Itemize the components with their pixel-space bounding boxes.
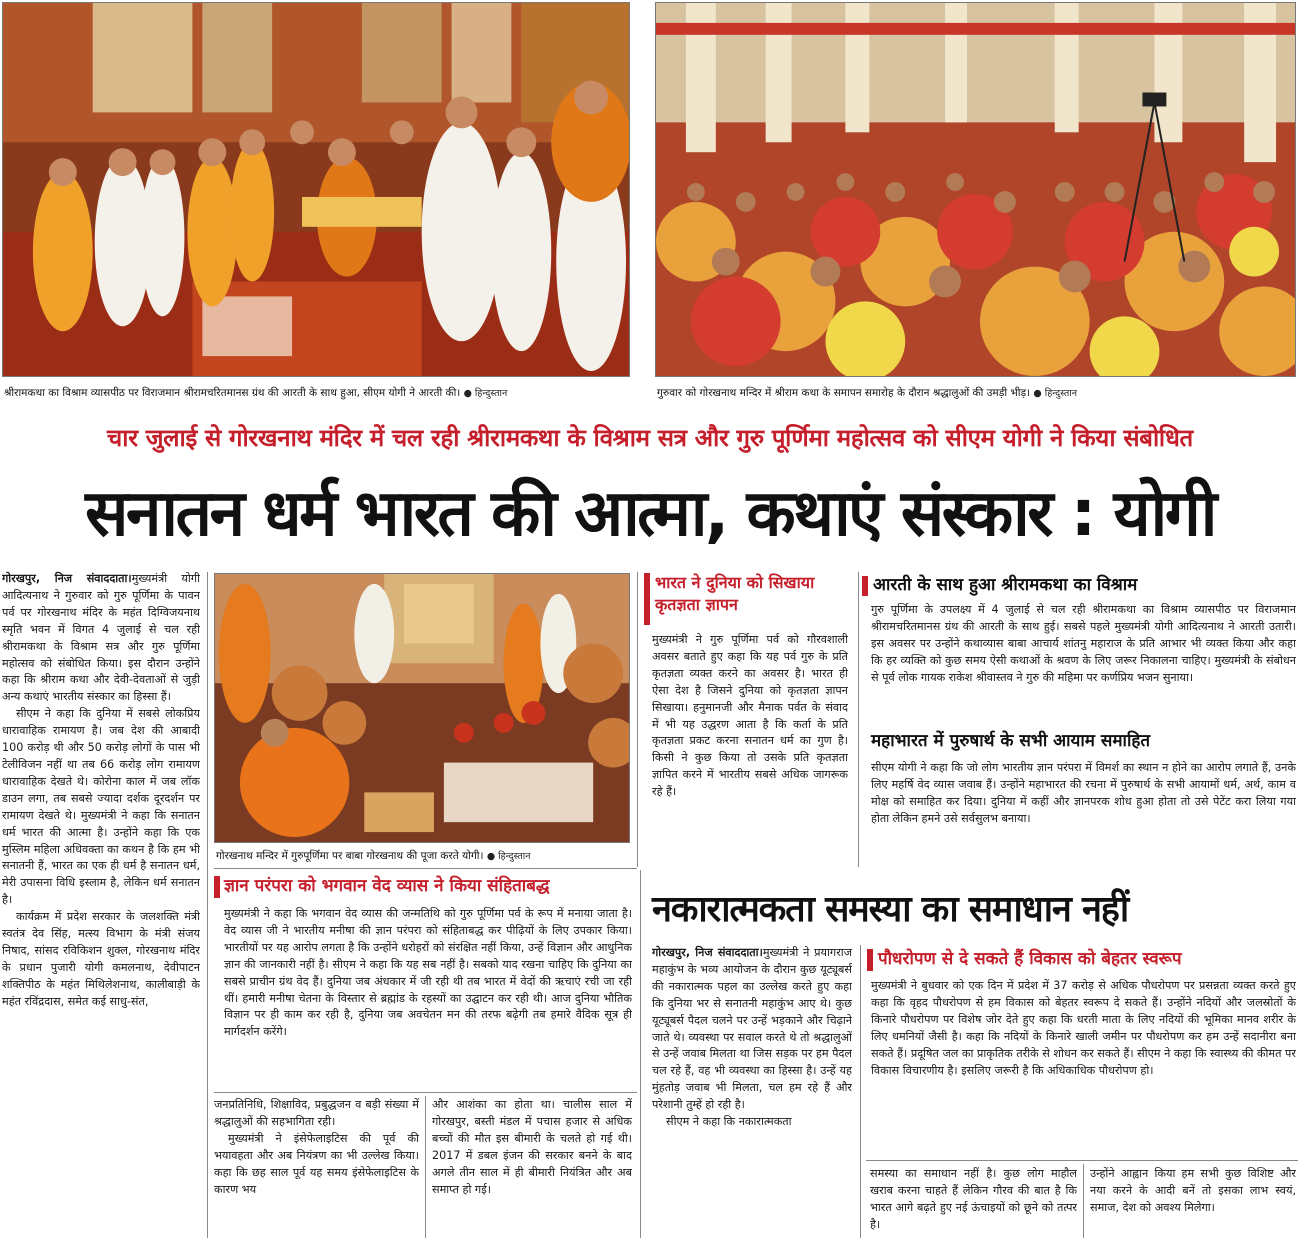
section-rule	[866, 1160, 1298, 1161]
section-rule	[214, 1092, 637, 1093]
story2-para2: सीएम ने कहा कि नकारात्मकता	[666, 1115, 792, 1129]
section-marker	[862, 576, 868, 596]
story1-column1	[2, 571, 200, 1211]
section-aarti-body: गुरु पूर्णिमा के उपलक्ष्य में 4 जुलाई से चल रही श्रीरामकथा का विश्राम व्यासपीठ पर विराजमान श्रीरामचरितमानस ग्रंथ की आरती के साथ हुई। सबसे पहले मुख्यमंत्री योगी आदित्यनाथ ने आरती उतारी। इस अवसर पर उन्होंने कथाव्यास बाबा आचार्य शांतनु महाराज के प्रति आभार भी व्यक्त किया और कहा कि हर व्यक्ति को कुछ समय ऐसी कथाओं के श्रवण के लिए जरूर निकालना चाहिए। मुख्यमंत्री के संबोधन से पूर्व लोक गायक राकेश श्रीवास्तव ने गुरु की महिमा पर कर्णप्रिय भजन सुनाया।	[871, 603, 1296, 684]
story1-cont-para2: मुख्यमंत्री ने इंसेफेलाइटिस की पूर्व की भयावहता और अब नियंत्रण का भी उल्लेख किया। कहा कि छह साल पूर्व यह समय इंसेफेलाइटिस के कारण भय	[214, 1131, 419, 1196]
story2-column2: समस्या का समाधान नहीं है। कुछ लोग माहौल खराब करना चाहते हैं लेकिन गौरव की बात है कि भारत आगे बढ़ते हुए नई ऊंचाइयों को छूने को तत्पर है।	[870, 1167, 1077, 1231]
photo-gorakhnath-puja	[214, 573, 630, 843]
photo1-credit: ● हिन्दुस्तान	[463, 388, 508, 399]
photo3-credit: ● हिन्दुस्तान	[486, 851, 531, 862]
story1-para2: सीएम ने कहा कि दुनिया में सबसे लोकप्रिय धारावाहिक रामायण है। जब देश की आबादी 100 करोड़ थी और 50 करोड़ लोगों के पास भी टेलीविजन नहीं था तब 66 करोड़ लोग रामायण धारावाहिक देखते थे। कोरोना काल में जब लॉक डाउन लगा, तब सबसे ज्यादा दर्शक दूरदर्शन पर रामायण देखते थे। मुख्यमंत्री ने कहा कि सनातन धर्म भारत की आत्मा है। उन्होंने कहा कि एक मुस्लिम महिला अधिवक्ता का कथन है कि हम भी सनातनी हैं, भारत का एक ही धर्म है सनातन धर्म, मेरी उपासना विधि इस्लाम है, लेकिन धर्म सनातन है।	[2, 707, 200, 907]
story1-para1: मुख्यमंत्री योगी आदित्यनाथ ने गुरुवार को गुरु पूर्णिमा के पावन पर्व पर गोरखनाथ मंदिर के महंत दिग्विजयनाथ स्मृति भवन में विगत 4 जुलाई से चल रही श्रीरामकथा के विश्राम सत्र और गुरु पूर्णिमा महोत्सव को संबोधित किया। इस दौरान उन्होंने कहा कि श्रीराम कथा और देवी-देवताओं से जुड़ी अन्य कथाएं भारतीय संस्कार का हिस्सा हैं।	[2, 572, 200, 704]
section-gyan-title: ज्ञान परंपरा को भगवान वेद व्यास ने किया संहिताबद्ध	[224, 876, 550, 896]
photo-devotees-crowd	[655, 2, 1296, 377]
section-paudh-title: पौधरोपण से दे सकते हैं विकास को बेहतर स्वरूप	[878, 949, 1182, 969]
story2-column3: उन्होंने आह्वान किया हम सभी कुछ विशिष्ट और नया करने के आदी बनें तो इसका लाभ स्वयं, समाज, देश को अवश्य मिलेगा।	[1090, 1167, 1296, 1214]
column-rule	[858, 572, 859, 867]
section-gyan-body: मुख्यमंत्री ने कहा कि भगवान वेद व्यास की जन्मतिथि को गुरु पूर्णिमा पर्व के रूप में मनाया जाता है। वेद व्यास जी ने भारतीय मनीषा की ज्ञान परंपरा को संहिताबद्ध कर पीढ़ियों के लिए उपकार किया। भारतीयों पर यह आरोप लगता है कि उन्होंने धरोहरों को संरक्षित नहीं किया, उन्हें विज्ञान और आधुनिक ज्ञान की जानकारी नहीं है। सीएम ने कहा कि यह सब नहीं है। सबको याद रखना चाहिए कि दुनिया का सबसे प्राचीन ग्रंथ वेद हैं। दुनिया जब अंधकार में जी रही थी तब भारत में वेदों की ऋचाएं रची जा रही थीं। हमारी मनीषा चेतना के विस्तार से ब्रह्मांड के रहस्यों का उद्घाटन कर रही थी। आज दुनिया भौतिक विज्ञान पर ही काम कर रही है, दुनिया जब अवचेतन मन की तरफ बढ़ेगी तब हमारे वैदिक सूत्र ही मार्गदर्शन करेंगे।	[224, 907, 632, 1039]
story2-headline: नकारात्मकता समस्या का समाधान नहीं	[652, 889, 1128, 930]
photo2-caption-text: गुरुवार को गोरखनाथ मन्दिर में श्रीराम कथा के समापन समारोह के दौरान श्रद्धालुओं की उमड़ी भीड़।	[657, 387, 1031, 399]
story2-column1	[652, 945, 852, 1238]
section-paudh-body: मुख्यमंत्री ने बुधवार को एक दिन में प्रदेश में 37 करोड़ से अधिक पौधरोपण पर प्रसन्नता व्यक्त करते हुए कहा कि वृहद पौधरोपण से हम विकास को बेहतर स्वरूप दे सकते हैं। उन्होंने नदियों और जलस्रोतों के किनारे पौधरोपण पर विशेष जोर देते हुए कहा कि धरती माता के लिए नदियों की भूमिका मानव शरीर के लिए धमनियों जैसी है। कहा कि नदियों के किनारे खाली जमीन पर पौधरोपण कर हम उन्हें सदानीरा बना सकते हैं। प्रदूषित जल का प्राकृतिक तरीके से शोधन कर सकते हैं। सीएम ने कहा कि स्वास्थ्य की कीमत पर विकास विचारणीय है। इसलिए जरूरी है कि अधिकाधिक पौधरोपण हो।	[871, 979, 1296, 1077]
photo3-caption-text: गोरखनाथ मन्दिर में गुरुपूर्णिमा पर बाबा गोरखनाथ की पूजा करते योगी।	[216, 850, 484, 862]
story1-byline: गोरखपुर, निज संवाददाता।	[2, 572, 132, 585]
story1-para3: कार्यक्रम में प्रदेश सरकार के जलशक्ति मंत्री स्वतंत्र देव सिंह, मत्स्य विभाग के मंत्री संजय निषाद, सांसद रविकिशन शुक्ल, गोरखनाथ मंदिर के प्रधान पुजारी योगी कमलनाथ, देवीपाटन शक्तिपीठ के महंत मिथिलेशनाथ, कालीबाड़ी के महंत रविंद्रदास, समेत कई साधु-संत,	[2, 910, 200, 1008]
story1-column3: और आशंका का होता था। चालीस साल में गोरखपुर, बस्ती मंडल में पचास हजार से अधिक बच्चों की मौत इस बीमारी के चलते हो गई थी। 2017 में डबल इंजन की सरकार बनने के बाद अगले तीन साल में ही बीमारी नियंत्रित और अब समाप्त हो गई।	[432, 1098, 632, 1196]
story2-para1: मुख्यमंत्री ने प्रयागराज महाकुंभ के भव्य आयोजन के दौरान कुछ यूट्यूबर्स की नकारात्मक पहल का उल्लेख करते हुए कहा कि दुनिया भर से सनातनी महाकुंभ आए थे। कुछ यूट्यूबर्स पैदल चलने पर उन्हें भड़काने और चिढ़ाने जाते थे। व्यवस्था पर सवाल करते थे तो श्रद्धालुओं से उन्हें जवाब मिलता था जिस सड़क पर हम पैदल चल रहे हैं, वह भी व्यवस्था का हिस्सा है। उन्हें यह मुंहतोड़ जवाब भी मिलता, चल हम रहे हैं और परेशानी तुम्हें हो रही है।	[652, 946, 852, 1112]
column-rule	[1083, 1164, 1084, 1238]
photo-aarti-ceremony	[2, 2, 630, 377]
photo2-caption	[657, 386, 1297, 401]
column-rule	[637, 572, 638, 867]
main-headline: सनातन धर्म भारत की आत्मा, कथाएं संस्कार : योगी	[85, 477, 1215, 551]
story1-cont-para1: जनप्रतिनिधि, शिक्षाविद, प्रबुद्धजन व बड़ी संख्या में श्रद्धालुओं की सहभागिता रही।	[214, 1098, 419, 1128]
section-bharat-body: मुख्यमंत्री ने गुरु पूर्णिमा पर्व को गौरवशाली अवसर बताते हुए कहा कि यह पर्व गुरु के प्रति कृतज्ञता व्यक्त करने का अवसर है। भारत ही ऐसा देश है जिसने दुनिया को कृतज्ञता ज्ञापन सिखाया। हनुमानजी और मैनाक पर्वत के संवाद में भी यह उद्धरण आता है कि कर्ता के प्रति कृतज्ञता प्रकट करना सनातन धर्म का गुण है। किसी ने कुछ किया तो उसके प्रति कृतज्ञता ज्ञापित करने में भारतीय सबसे अधिक जागरूक रहे हैं।	[652, 633, 848, 799]
column-rule	[860, 945, 861, 1238]
section-marker	[867, 949, 873, 971]
photo2-credit: ● हिन्दुस्तान	[1033, 388, 1078, 399]
column-rule	[640, 870, 641, 1238]
column-rule	[207, 572, 208, 1238]
story1-column2	[214, 1097, 419, 1239]
photo1-caption-text: श्रीरामकथा का विश्राम व्यासपीठ पर विराजमान श्रीरामचरितमानस ग्रंथ की आरती के साथ हुआ, सीएम योगी ने आरती की।	[4, 387, 461, 399]
section-mahabharat-body: सीएम योगी ने कहा कि जो लोग भारतीय ज्ञान परंपरा में विमर्श का स्थान न होने का आरोप लगाते हैं, उनके लिए महर्षि वेद व्यास जवाब हैं। उन्होंने महाभारत की रचना में पुरुषार्थ के सभी आयामों धर्म, अर्थ, काम व मोक्ष को समाहित कर दिया। दुनिया में कहीं और ज्ञानपरक शोध हुआ होता तो उसे पेटेंट करा लिया गया होता लेकिन हमने उसे सर्वसुलभ बनाया।	[871, 761, 1296, 825]
section-mahabharat-title: महाभारत में पुरुषार्थ के सभी आयाम समाहित	[871, 731, 1151, 751]
photo3-caption	[216, 849, 630, 864]
story2-byline: गोरखपुर, निज संवाददाता।	[652, 946, 763, 959]
section-marker	[644, 573, 650, 625]
column-rule	[425, 1096, 426, 1238]
section-rule	[214, 868, 637, 869]
kicker-headline: चार जुलाई से गोरखनाथ मंदिर में चल रही श्रीरामकथा के विश्राम सत्र और गुरु पूर्णिमा महोत्सव को सीएम योगी ने किया संबोधित	[107, 424, 1193, 452]
section-bharat-title: भारत ने दुनिया को सिखाया कृतज्ञता ज्ञापन	[655, 573, 815, 614]
photo1-caption	[4, 386, 630, 401]
section-marker	[214, 876, 220, 898]
section-aarti-title: आरती के साथ हुआ श्रीरामकथा का विश्राम	[873, 575, 1138, 595]
